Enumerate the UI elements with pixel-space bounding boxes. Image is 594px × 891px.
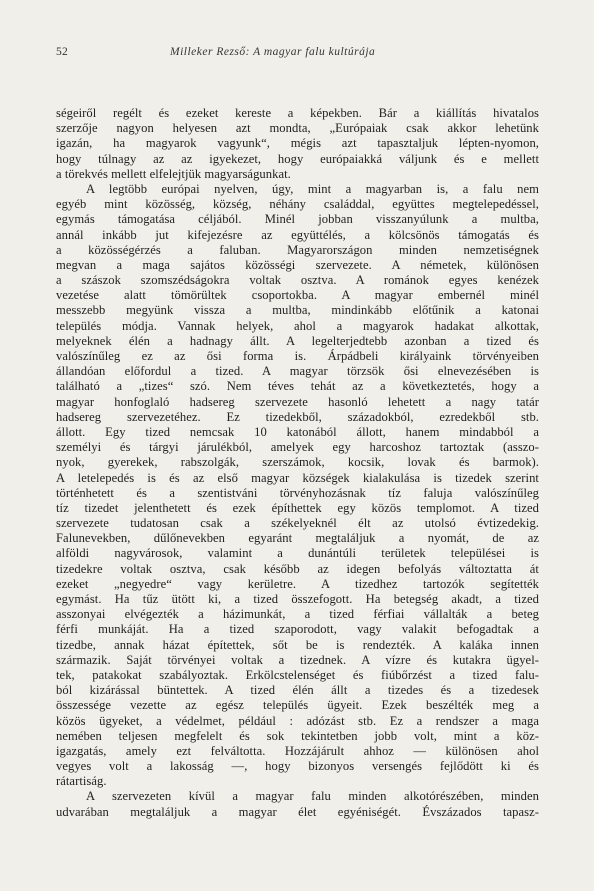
text-line: nemében teljesen megfelelt és sok tekintetben jobb volt, mint a köz-: [56, 728, 539, 743]
text-line: magyar honfoglaló hadsereg szervezete hasonló lehetett a nagy tatár: [56, 394, 539, 409]
text-line: Falunevekben, dűlőnevekben egyaránt megtaláljuk a nyomát, de az: [56, 531, 539, 546]
text-line: egymást. Ha tűz ütött ki, a tized összefogott. Ha betegség akadt, a tized: [56, 592, 539, 606]
text-line: férfi munkáját. Ha a tized szaporodott, vagy valakit befogadtak a: [56, 622, 539, 637]
text-line: a törekvés mellett elfelejtjük magyarságunkat.: [56, 166, 291, 181]
text-line: megvan a maga sajátos közösségi szervezete. A németek, különösen: [56, 257, 539, 272]
text-line: A letelepedés is és az első magyar községek kialakulása is tizedek szerint: [56, 470, 539, 485]
text-line: ból kizárással büntettek. A tized élén állt a tizedes és a tizedesek: [56, 683, 539, 698]
text-line: történhetett és a szentistváni törvényhozásnak tíz faluja valószínűleg: [56, 485, 539, 500]
text-line: tek, patakokat szabályoztak. Erkölcstelenséget és fiúbőrzést a tized falu-: [56, 667, 539, 682]
text-line: egyéb mint közösség, község, néhány családdal, együttes megtelepedéssel,: [56, 197, 539, 212]
text-line: állott. Egy tized nemcsak 10 katonából állott, hanem mindabból a: [56, 424, 539, 439]
text-line: melyeknek élén a hadnagy állt. A legelterjedtebb azonban a tized és: [56, 333, 539, 348]
running-head: Milleker Rezső: A magyar falu kultúrája: [170, 46, 376, 58]
text-line: igazgatás, amely ezt felváltotta. Hozzájárult ahhoz — különösen ahol: [56, 743, 539, 758]
text-line: egymás támogatása céljából. Minél jobban visszanyúlunk a multba,: [56, 212, 539, 227]
text-line: közös ügyeket, a védelmet, például : adózást stb. Ez a rendszer a maga: [56, 713, 539, 728]
text-line: a közösségérzés a faluban. Magyarországon minden nemzetiségnek: [56, 242, 539, 257]
text-line: a szászok szomszédságokra voltak osztva. A románok egyes kenézek: [56, 273, 539, 288]
text-line: vegyes volt a lakosság —, hogy bizonyos versengés fejlődött ki és: [56, 759, 539, 774]
text-line: asszonyai elvégezték a házimunkát, a tized férfiai vállalták a beteg: [56, 607, 539, 622]
text-line: származik. Saját törvényei voltak a tizednek. A vízre és kutakra ügyel-: [56, 652, 539, 667]
text-line: hogy túlnagy az az igyekezet, hogy európaiakká váljunk és e mellett: [56, 151, 539, 166]
text-line: alföldi nagyvárosok, valamint a dunántúli területek települései is: [56, 546, 539, 561]
text-line: található a „tizes“ szó. Nem téves tehát az a következtetés, hogy a: [56, 379, 539, 394]
text-line: tizedekre voltak osztva, csak később az idegen befolyás változtatta át: [56, 561, 539, 576]
text-line: tíz tizedet jelenthetett és ezek építhettek egy közös templomot. A tized: [56, 500, 539, 515]
text-line: állandóan előfordul a tized. A magyar törzsök ősi elnevezésében is: [56, 364, 539, 379]
text-line: ségeiről regélt és ezeket kereste a képekben. Bár a kiállítás hivatalos: [56, 106, 539, 120]
text-line: valószínűleg ez az ősi forma is. Árpádbeli királyaink törvényeiben: [56, 349, 539, 363]
body-text: [56, 106, 539, 820]
text-line: annál inkább jut kifejezésre az együttélés, a kölcsönös támogatás és: [56, 227, 539, 242]
text-line: település módja. Vannak helyek, ahol a magyarok hadakat alkottak,: [56, 318, 539, 333]
text-line: vezetése alatt tömörültek csoportokba. A magyar embernél minél: [56, 288, 539, 303]
page-header: [52, 46, 542, 66]
text-line: személyi és tárgyi járulékból, amelyek egy harcoshoz tartoztak (asszo-: [56, 440, 539, 455]
text-line: A legtöbb európai nyelven, úgy, mint a magyarban is, a falu nem: [86, 181, 539, 196]
text-line: rátartiság.: [56, 774, 107, 789]
text-line: tizedbe, annak házat építettek, sőt be is rendezték. A kaláka innen: [56, 637, 539, 652]
text-line: összessége vezette az egész település ügyeit. Ezek beszélték meg a: [56, 698, 539, 713]
text-line: messzebb megyünk vissza a multba, mindinkább előtűnik a katonai: [56, 303, 539, 318]
text-line: ezeket „negyedre“ vagy kerületre. A tizedhez tartozók segítették: [56, 576, 539, 591]
text-line: udvarában megtaláljuk a magyar élet egyéniségét. Évszázados tapasz-: [56, 804, 539, 819]
text-line: nyok, gyerekek, rabszolgák, szerszámok, kocsik, lovak és barmok).: [56, 455, 539, 470]
text-line: igazán, ha magyarok vagyunk“, mégis azt tapasztaljuk lépten-nyomon,: [56, 136, 539, 151]
text-line: szervezete tudatosan csak a székelyeknél élt az utolsó évtizedekig.: [56, 516, 539, 531]
text-line: hadsereg szervezetéhez. Ez tizedekből, századokból, ezredekből stb.: [56, 409, 539, 424]
text-line: A szervezeten kívül a magyar falu minden alkotórészében, minden: [86, 789, 539, 804]
page-number: 52: [56, 46, 69, 58]
text-line: szerzője nagyon helyesen azt mondta, „Európaiak csak akkor lehetünk: [56, 121, 539, 136]
